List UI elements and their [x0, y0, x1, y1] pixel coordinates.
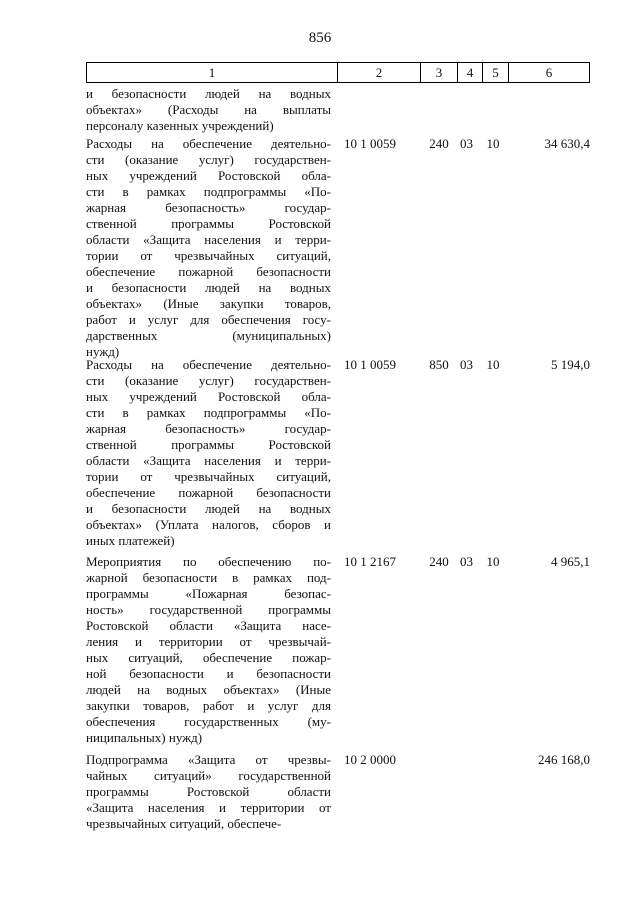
description-line: ной безопасности и безопасности: [86, 666, 331, 681]
amount: 5 194,0: [551, 357, 590, 372]
description-line: ственной программы Ростовской: [86, 216, 331, 231]
description-line: закупки товаров, работ и услуг для: [86, 698, 331, 713]
amount: 4 965,1: [551, 554, 590, 569]
description-line: чайных ситуаций» государственной: [86, 768, 331, 783]
subsection: 10: [486, 357, 500, 372]
description-line: работ и услуг для обеспечения госу-: [86, 312, 331, 327]
header-col-1: 1: [208, 65, 216, 80]
description-line: обеспечение пожарной безопасности: [86, 485, 331, 500]
row-description: [86, 752, 331, 832]
description-line: ниципальных) нужд): [86, 730, 203, 745]
table-header-row: [86, 62, 590, 83]
description-line: обеспечение пожарной безопасности: [86, 264, 331, 279]
description-line: персоналу казенных учреждений): [86, 118, 274, 133]
description-line: чрезвычайных ситуаций, обеспече-: [86, 816, 282, 831]
description-line: нужд): [86, 344, 120, 359]
description-line: жарная безопасность» государ-: [86, 421, 331, 436]
description-line: сти в рамках подпрограммы «По-: [86, 184, 331, 199]
row-description: [86, 136, 331, 360]
description-line: и безопасности людей на водных: [86, 280, 331, 295]
subsection: 10: [486, 554, 500, 569]
section: 03: [460, 136, 473, 151]
section: 03: [460, 554, 473, 569]
description-line: ственной программы Ростовской: [86, 437, 331, 452]
section: 03: [460, 357, 473, 372]
description-line: программы Ростовской области: [86, 784, 331, 799]
row-description: [86, 86, 331, 134]
description-line: обеспечения государственных (му-: [86, 714, 331, 729]
description-line: дарственных (муниципальных): [86, 328, 331, 343]
description-line: «Защита населения и территории от: [86, 800, 331, 815]
amount: 246 168,0: [538, 752, 590, 767]
expense-type: 240: [429, 554, 449, 569]
description-line: тории от чрезвычайных ситуаций,: [86, 248, 331, 263]
header-col-5: 5: [492, 65, 499, 80]
description-line: жарной безопасности в рамках под-: [86, 570, 331, 585]
description-line: ных учреждений Ростовской обла-: [86, 389, 331, 404]
target-code: 10 1 2167: [344, 554, 396, 569]
description-line: ность» государственной программы: [86, 602, 331, 617]
amount: 34 630,4: [544, 136, 590, 151]
description-line: области «Защита населения и терри-: [86, 232, 331, 247]
description-line: иных платежей): [86, 533, 175, 548]
header-col-6: 6: [545, 65, 553, 80]
expense-type: 850: [429, 357, 449, 372]
description-line: сти в рамках подпрограммы «По-: [86, 405, 331, 420]
description-line: сти (оказание услуг) государствен-: [86, 152, 331, 167]
description-line: Расходы на обеспечение деятельно-: [86, 357, 331, 372]
target-code: 10 1 0059: [344, 357, 396, 372]
description-line: и безопасности людей на водных: [86, 501, 331, 516]
description-line: ления и территории от чрезвычай-: [86, 634, 331, 649]
description-line: жарная безопасность» государ-: [86, 200, 331, 215]
description-line: Мероприятия по обеспечению по-: [86, 554, 331, 569]
expense-type: 240: [429, 136, 449, 151]
header-col-4: 4: [466, 65, 474, 80]
description-line: объектах» (Уплата налогов, сборов и: [86, 517, 331, 532]
row-description: [86, 554, 331, 746]
row-description: [86, 357, 331, 549]
description-line: объектах» (Иные закупки товаров,: [86, 296, 331, 311]
description-line: Подпрограмма «Защита от чрезвы-: [86, 752, 331, 767]
budget-table: [86, 62, 590, 831]
target-code: 10 2 0000: [344, 752, 396, 767]
description-line: ных ситуаций, обеспечение пожар-: [86, 650, 331, 665]
header-col-3: 3: [435, 65, 443, 80]
description-line: ных учреждений Ростовской обла-: [86, 168, 331, 183]
target-code: 10 1 0059: [344, 136, 396, 151]
description-line: области «Защита населения и терри-: [86, 453, 331, 468]
description-line: людей на водных объектах» (Иные: [86, 682, 331, 697]
description-line: тории от чрезвычайных ситуаций,: [86, 469, 331, 484]
description-line: Ростовской области «Защита насе-: [86, 618, 331, 633]
description-line: и безопасности людей на водных: [86, 86, 331, 101]
description-line: сти (оказание услуг) государствен-: [86, 373, 331, 388]
subsection: 10: [486, 136, 500, 151]
page-number: 856: [308, 30, 332, 46]
description-line: Расходы на обеспечение деятельно-: [86, 136, 331, 151]
description-line: программы «Пожарная безопас-: [86, 586, 331, 601]
header-col-2: 2: [375, 65, 383, 80]
description-line: объектах» (Расходы на выплаты: [86, 102, 331, 117]
